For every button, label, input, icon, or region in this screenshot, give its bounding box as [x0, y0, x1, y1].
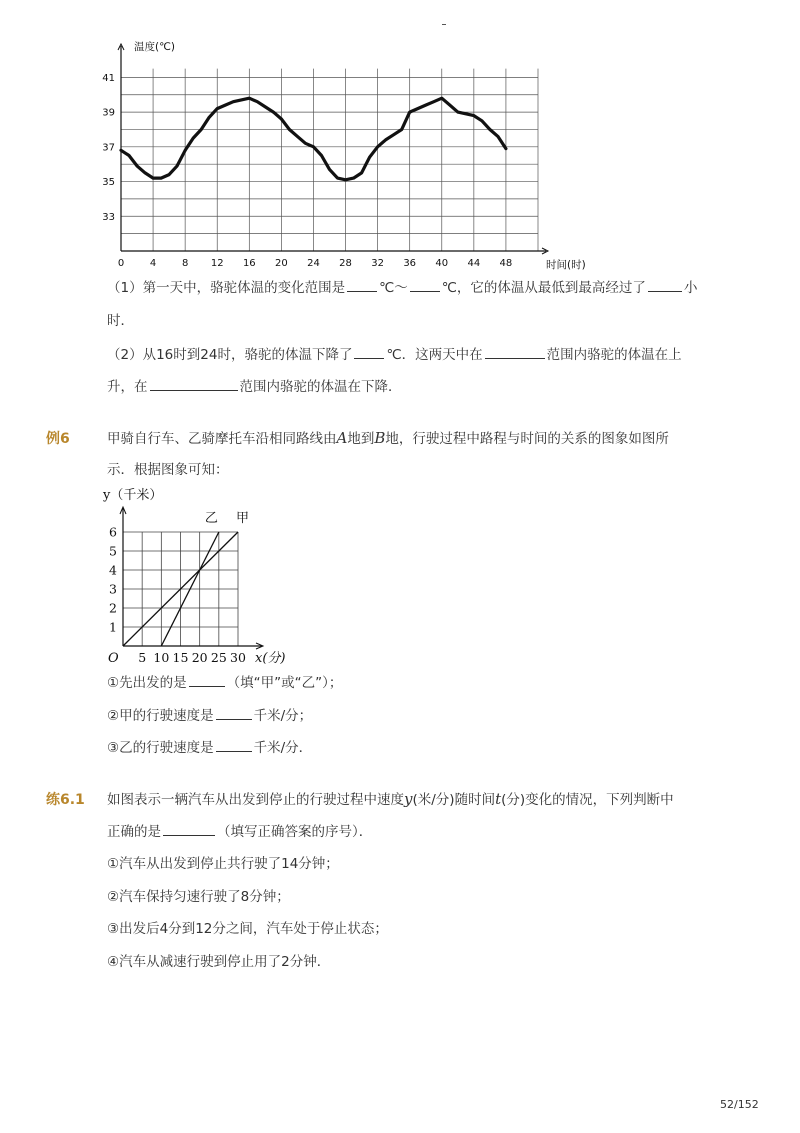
y-tick-label: 41 — [102, 72, 115, 84]
ex6-item2-text-b: 千米/分； — [253, 708, 313, 724]
q1-part1-text-d: 小 — [683, 280, 698, 296]
y-tick-label: 3 — [109, 581, 117, 597]
ex6-item3-text-a: ③乙的行驶速度是 — [107, 740, 214, 756]
x-tick-label: 4 — [149, 258, 157, 269]
pr61-option-2: ②汽车保持匀速行驶了8分钟； — [107, 889, 290, 905]
series-label: 乙 — [204, 511, 218, 526]
x-tick-label: 8 — [181, 258, 189, 269]
temperature-chart — [0, 0, 800, 280]
ex6-item1-text-b: （填“甲”或“乙”）； — [226, 675, 343, 691]
pr61-option-1: ①汽车从出发到停止共行驶了14分钟； — [107, 856, 339, 872]
var-b: B — [374, 429, 386, 447]
pr61-option-3: ③出发后4分到12分之间，汽车处于停止状态； — [107, 921, 388, 937]
answer-blank[interactable] — [354, 344, 384, 359]
practice-6-1-label: 练6.1 — [46, 792, 85, 808]
pr61-text-a: 如图表示一辆汽车从出发到停止的行驶过程中速度 — [107, 792, 404, 808]
answer-blank[interactable] — [410, 277, 440, 292]
x-tick-label: 40 — [435, 258, 449, 269]
x-tick-label: 20 — [275, 258, 288, 269]
x-tick-label: 5 — [138, 650, 147, 665]
pr61-text-b: 随时间 — [454, 792, 496, 808]
x-tick-label: 15 — [172, 650, 189, 665]
page-number: 52/152 — [720, 1098, 759, 1111]
x-tick-label: 20 — [191, 650, 208, 665]
q1-part1-text-e: 时． — [107, 313, 134, 329]
pr61-text-d: 正确的是 — [107, 824, 161, 840]
answer-blank[interactable] — [216, 737, 252, 752]
y-tick-label: 2 — [109, 600, 117, 616]
ex6-text-d: 示．根据图象可知： — [107, 462, 229, 478]
origin-label: O — [108, 651, 119, 666]
q1-part2-text-a: （2）从16时到24时，骆驼的体温下降了 — [107, 347, 353, 363]
pr61-text-c: 变化的情况，下列判断中 — [525, 792, 674, 808]
pr61-unit-t: (分) — [501, 792, 526, 808]
q1-part1-text-c: ℃，它的体温从最低到最高经过了 — [441, 280, 646, 296]
example-6-label: 例6 — [46, 431, 70, 447]
x-tick-label: 44 — [467, 258, 481, 269]
x-axis-label: x(分) — [255, 651, 286, 666]
pr61-text-e: （填写正确答案的序号）． — [217, 824, 373, 840]
x-tick-label: 16 — [242, 258, 256, 269]
x-tick-label: 32 — [371, 258, 384, 269]
y-tick-label: 39 — [102, 107, 115, 119]
ex6-text-c: 地，行驶过程中路程与时间的关系的图象如图所 — [385, 431, 669, 447]
q1-part1-line — [107, 277, 697, 298]
y-tick-label: 1 — [109, 619, 117, 635]
ex6-item-2 — [107, 705, 312, 726]
q1-part1-text-a: （1）第一天中，骆驼体温的变化范围是 — [107, 280, 346, 296]
answer-blank[interactable] — [150, 376, 238, 391]
ex6-text-b: 地到 — [347, 431, 375, 447]
q1-part2-text-b: ℃．这两天中在 — [386, 347, 483, 363]
q1-part2-line2 — [107, 376, 402, 397]
y-tick-label: 33 — [102, 211, 115, 223]
ex6-item1-text-a: ①先出发的是 — [107, 675, 187, 691]
y-axis-label: y（千米） — [103, 488, 163, 503]
answer-blank[interactable] — [347, 277, 377, 292]
pr61-unit-y: (米/分) — [412, 792, 455, 808]
x-tick-label: 10 — [153, 650, 170, 665]
ex6-text-a: 甲骑自行车、乙骑摩托车沿相同路线由 — [107, 431, 337, 447]
x-tick-label: 48 — [499, 258, 513, 269]
y-tick-label: 35 — [102, 177, 115, 189]
ex6-item-3 — [107, 737, 312, 758]
y-axis-label: 温度(℃) — [134, 41, 175, 53]
q1-part2-text-d: 升，在 — [107, 379, 148, 395]
q1-part2-text-c: 范围内骆驼的体温在上 — [546, 347, 682, 363]
pr61-option-4: ④汽车从减速行驶到停止用了2分钟． — [107, 954, 331, 970]
x-axis-label: 时间(时) — [546, 259, 586, 271]
x-tick-label: 24 — [307, 258, 320, 269]
y-tick-label: 37 — [102, 142, 115, 154]
y-tick-label: 4 — [109, 562, 117, 578]
x-tick-label: 36 — [403, 258, 417, 269]
ex6-question-line1 — [107, 428, 669, 449]
y-tick-label: 5 — [109, 543, 117, 559]
y-tick-label: 6 — [109, 524, 117, 540]
q1-part1-text-b: ℃～ — [379, 280, 408, 296]
distance-time-chart — [0, 480, 320, 670]
answer-blank[interactable] — [163, 821, 215, 836]
x-tick-label: 25 — [210, 650, 227, 665]
x-tick-label: 0 — [117, 258, 125, 269]
x-tick-label: 28 — [339, 258, 352, 269]
ex6-question-line2 — [107, 460, 229, 480]
var-a: A — [336, 429, 348, 447]
x-tick-label: 30 — [230, 650, 246, 665]
q1-part1-line2 — [107, 311, 134, 331]
ex6-item3-text-b: 千米/分． — [253, 740, 313, 756]
answer-blank[interactable] — [648, 277, 682, 292]
pr61-question-line1 — [107, 789, 674, 810]
var-t: t — [495, 790, 502, 808]
answer-blank[interactable] — [189, 672, 225, 687]
q1-part2-line — [107, 344, 682, 365]
q1-part2-text-e: 范围内骆驼的体温在下降． — [239, 379, 402, 395]
ex6-item-1 — [107, 672, 342, 693]
x-tick-label: 12 — [210, 258, 224, 269]
pr61-question-line2 — [107, 821, 372, 842]
answer-blank[interactable] — [216, 705, 252, 720]
answer-blank[interactable] — [485, 344, 545, 359]
ex6-item2-text-a: ②甲的行驶速度是 — [107, 708, 214, 724]
var-y: y — [404, 790, 413, 808]
series-label: 甲 — [236, 511, 250, 526]
